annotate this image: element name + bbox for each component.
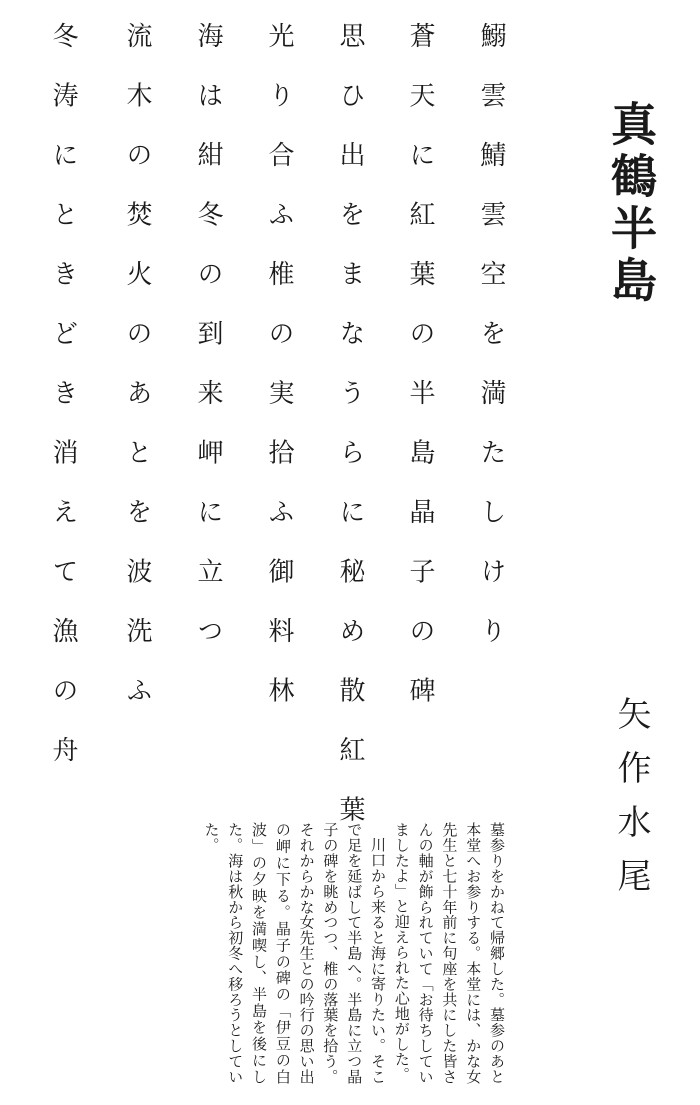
haiku-line-2: 蒼天に紅葉の半島晶子の碑: [405, 22, 435, 736]
haiku-line-1: 鰯雲鯖雲空を満たしけり: [476, 22, 506, 677]
haiku-line-5: 海は紺冬の到来岬に立つ: [193, 22, 223, 677]
essay-paragraph-1: 墓参りをかねて帰郷した。墓参のあと本堂へお参りする。本堂には、かな女先生と七十年前に句座を共にした皆さんの軸が飾られていて「お待ちしていましたよ」と迎えられた心地がした。: [392, 822, 506, 1084]
haiku-line-4: 光り合ふ椎の実拾ふ御料林: [264, 22, 294, 736]
essay-text: [128, 822, 508, 1084]
essay-paragraph-2: 川口から来ると海に寄りたい。そこで足を延ばして半島へ。半島に立つ晶子の碑を眺めつつ、椎の落葉を拾う。それからかな女先生との吟行の思い出の岬に下る。晶子の碑の「伊豆の白波」の夕映を満喫し、半島を後にした。海は秋から初冬へ移ろうとしていた。: [202, 822, 388, 1084]
author-name: 矢作水尾: [611, 696, 651, 912]
haiku-line-7: 冬涛にときどき消えて漁の舟: [48, 22, 78, 796]
haiku-line-6: 流木の焚火のあとを波洗ふ: [122, 22, 152, 736]
haiku-line-3: 思ひ出をまなうらに秘め散紅葉: [335, 22, 365, 855]
page-title: 真鶴半島: [604, 100, 658, 308]
